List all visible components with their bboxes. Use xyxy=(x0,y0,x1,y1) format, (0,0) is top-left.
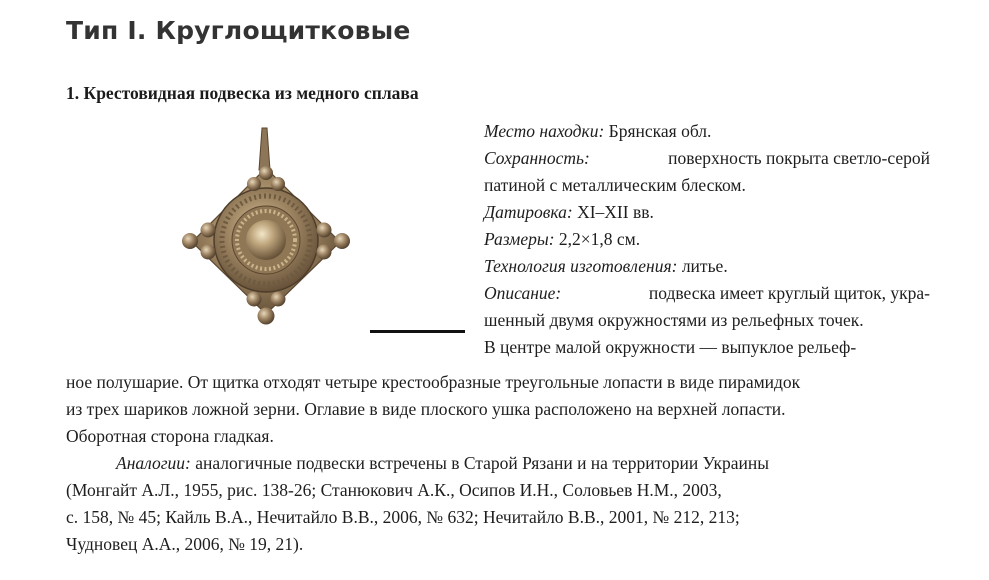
analogies-row-2 xyxy=(66,477,930,504)
dating-row xyxy=(484,199,930,226)
description-line-4: ное полушарие. От щитка отходят четыре крестообразные треугольные лопасти в виде пирамидок xyxy=(66,372,801,392)
specimen-details xyxy=(484,118,930,361)
find-place-row xyxy=(484,118,930,145)
description-line-5: из трех шариков ложной зерни. Оглавие в виде плоского ушка расположено на верхней лопасти. xyxy=(66,399,786,419)
analogies-line-4: Чудновец А.А., 2006, № 19, 21). xyxy=(66,534,304,554)
preservation-row-2 xyxy=(484,172,930,199)
description-row-4 xyxy=(66,369,930,396)
preservation-value-1: поверхность покрыта светло-серой xyxy=(668,148,930,168)
analogies-row-3 xyxy=(66,504,930,531)
description-line-6: Оборотная сторона гладкая. xyxy=(66,426,274,446)
size-label: Размеры: xyxy=(484,229,555,249)
find-place-value: Брянская обл. xyxy=(608,121,712,141)
page-title: Тип I. Круглощитковые xyxy=(66,16,411,45)
analogies-line-1: аналогичные подвески встречены в Старой Рязани и на территории Украины xyxy=(195,453,769,473)
description-row-2 xyxy=(484,307,930,334)
analogies-row-1 xyxy=(66,450,930,477)
analogies-line-3: с. 158, № 45; Кайль В.А., Нечитайло В.В., 2006, № 632; Нечитайло В.В., 2001, № 212, 213; xyxy=(66,507,740,527)
technique-row xyxy=(484,253,930,280)
description-row-6 xyxy=(66,423,930,450)
description-row-3 xyxy=(484,334,930,361)
preservation-label: Сохранность: xyxy=(484,148,590,168)
description-label: Описание: xyxy=(484,283,562,303)
scale-bar xyxy=(370,330,465,333)
pendant-photo xyxy=(168,124,368,346)
technique-value: литье. xyxy=(681,256,728,276)
description-line-1: подвеска имеет круглый щиток, укра- xyxy=(648,283,930,303)
dating-value: XI–XII вв. xyxy=(577,202,654,222)
analogies-row-4 xyxy=(66,531,930,558)
size-value: 2,2×1,8 см. xyxy=(558,229,641,249)
description-line-3: В центре малой окружности — выпуклое рельеф- xyxy=(484,337,857,357)
technique-label: Технология изготовления: xyxy=(484,256,678,276)
description-row-1 xyxy=(484,280,930,307)
size-row xyxy=(484,226,930,253)
description-row-5 xyxy=(66,396,930,423)
find-place-label: Место находки: xyxy=(484,121,605,141)
dating-label: Датировка: xyxy=(484,202,573,222)
description-continued xyxy=(66,369,930,558)
description-line-2: шенный двумя окружностями из рельефных точек. xyxy=(484,310,864,330)
analogies-line-2: (Монгайт А.Л., 1955, рис. 138-26; Станюкович А.К., Осипов И.Н., Соловьев Н.М., 2003, xyxy=(66,480,722,500)
analogies-label: Аналогии: xyxy=(116,453,191,473)
cross-pendant-image xyxy=(168,124,368,346)
preservation-value-2: патиной с металлическим блеском. xyxy=(484,175,746,195)
item-title: 1. Крестовидная подвеска из медного сплава xyxy=(66,83,419,103)
preservation-row xyxy=(484,145,930,172)
